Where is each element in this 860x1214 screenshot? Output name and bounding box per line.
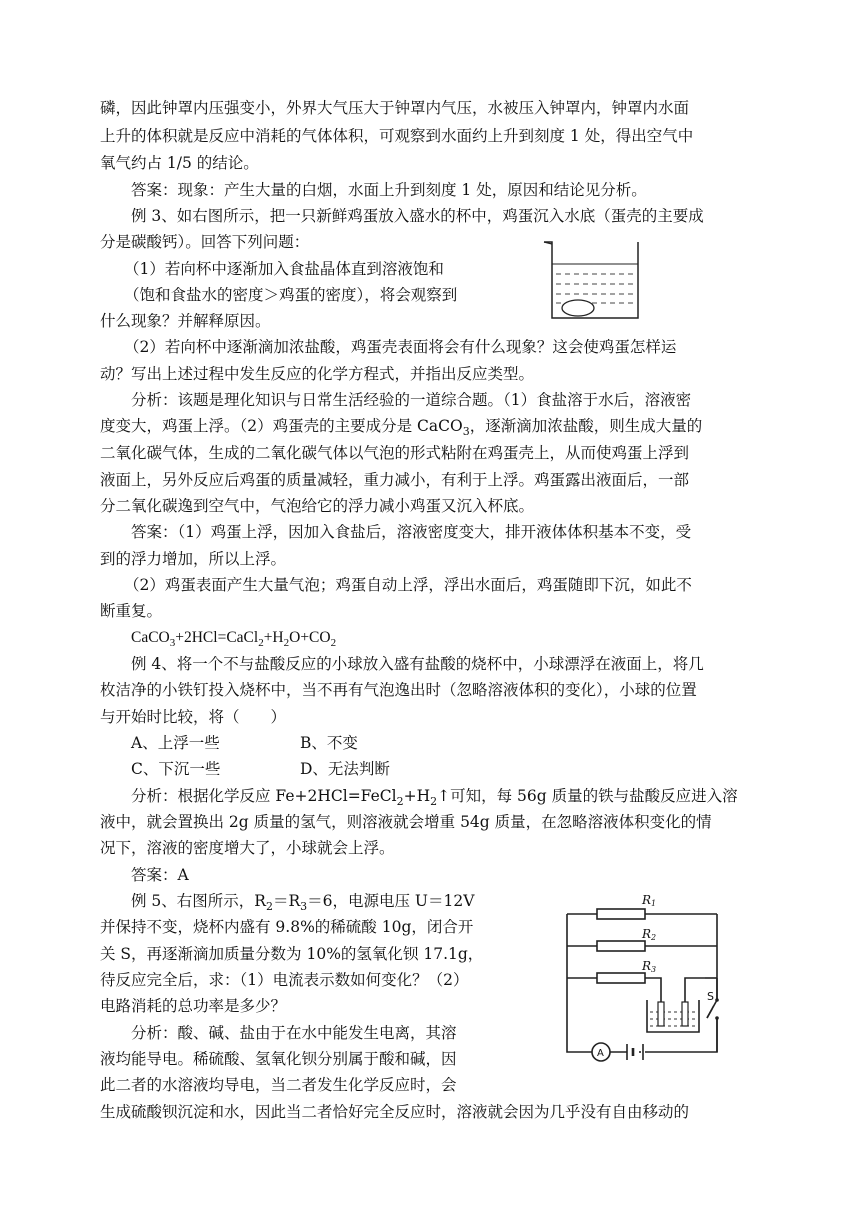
eq-part: CaCO — [131, 629, 170, 646]
subscript: 2 — [396, 795, 404, 809]
label-r2: R2 — [642, 927, 657, 942]
chemical-equation — [131, 628, 336, 653]
text-segment: 度变大，鸡蛋上浮。（2）鸡蛋壳的主要成分是 CaCO — [100, 417, 463, 435]
eq-part: +H — [263, 629, 284, 646]
text-segment: ＝6，电源电压 U＝12V — [307, 892, 475, 910]
text-segment: ↑可知，每 56g 质量的铁与盐酸反应进入溶 — [437, 787, 738, 805]
text-line: 答案：现象：产生大量的白烟，水面上升到刻度 1 处，原因和结论见分析。 — [131, 181, 647, 199]
circuit-diagram — [555, 892, 730, 1070]
text-line: 氧气约占 1/5 的结论。 — [100, 154, 259, 172]
text-line: 此二者的水溶液均导电，当二者发生化学反应时，会 — [100, 1076, 457, 1094]
option-a: A、上浮一些 — [131, 734, 220, 752]
beaker-egg-figure — [540, 236, 650, 326]
text-line: 待反应完全后，求：（1）电流表示数如何变化？（2） — [100, 971, 469, 989]
subscript: 2 — [330, 637, 337, 650]
text-line: 分析：该题是理化知识与日常生活经验的一道综合题。（1）食盐溶于水后，溶液密 — [131, 391, 692, 409]
subscript: 2 — [258, 637, 264, 650]
eq-part: +2HCl=CaCl — [175, 629, 259, 646]
text-line: （1）若向杯中逐渐加入食盐晶体直到溶液饱和 — [124, 260, 444, 278]
subscript: 2 — [430, 795, 438, 809]
text-line: 与开始时比较，将（ ） — [100, 708, 287, 726]
label-ammeter: A — [597, 1048, 604, 1059]
text-line: 液均能导电。稀硫酸、氢氧化钡分别属于酸和碱，因 — [100, 1050, 457, 1068]
label-r1: R1 — [642, 893, 657, 908]
text-line: 枚洁净的小铁钉投入烧杯中，当不再有气泡逸出时（忽略溶液体积的变化），小球的位置 — [100, 681, 697, 699]
label-r3: R3 — [642, 959, 657, 974]
text-line: 并保持不变，烧杯内盛有 9.8%的稀硫酸 10g，闭合开 — [100, 918, 474, 936]
subscript: 2 — [265, 900, 273, 914]
text-segment: ＝R — [272, 892, 301, 910]
text-segment: 例 5、右图所示，R — [131, 892, 266, 910]
option-d: D、无法判断 — [300, 760, 390, 778]
text-line: 例 3、如右图所示，把一只新鲜鸡蛋放入盛水的杯中，鸡蛋沉入水底（蛋壳的主要成 — [131, 207, 704, 225]
text-line: 磷，因此钟罩内压强变小，外界大气压大于钟罩内气压，水被压入钟罩内，钟罩内水面 — [100, 99, 690, 117]
text-line — [131, 891, 474, 917]
text-line: 到的浮力增加，所以上浮。 — [100, 550, 287, 568]
text-line: 液中，就会置换出 2g 质量的氢气，则溶液就会增重 54g 质量，在忽略溶液体积变化的情 — [100, 813, 712, 831]
option-c: C、下沉一些 — [131, 760, 221, 778]
subscript: 3 — [462, 425, 470, 439]
text-line: （2）鸡蛋表面产生大量气泡；鸡蛋自动上浮，浮出水面后，鸡蛋随即下沉，如此不 — [124, 576, 692, 594]
text-line: 答案：（1）鸡蛋上浮，因加入食盐后，溶液密度变大，排开液体体积基本不变，受 — [131, 523, 692, 541]
text-line: 例 4、将一个不与盐酸反应的小球放入盛有盐酸的烧杯中，小球漂浮在液面上，将几 — [131, 655, 704, 673]
text-line — [131, 786, 738, 812]
label-switch: S — [707, 990, 714, 1003]
text-line: 分是碳酸钙）。回答下列问题： — [100, 233, 310, 251]
text-segment: +H — [403, 787, 431, 805]
subscript: 3 — [300, 900, 308, 914]
text-segment: ，逐渐滴加浓盐酸，则生成大量的 — [469, 417, 703, 435]
text-line: 液面上，另外反应后鸡蛋的质量减轻，重力减小，有利于上浮。鸡蛋露出液面后，一部 — [100, 471, 690, 489]
text-line: 上升的体积就是反应中消耗的气体体积，可观察到水面约上升到刻度 1 处，得出空气中 — [100, 127, 694, 145]
subscript: 2 — [283, 637, 290, 650]
subscript: 3 — [169, 637, 176, 650]
option-b: B、不变 — [300, 734, 358, 752]
text-line: 分析：酸、碱、盐由于在水中能发生电离，其溶 — [131, 1024, 457, 1042]
text-line: 动？写出上述过程中发生反应的化学方程式，并指出反应类型。 — [100, 365, 535, 383]
text-line — [100, 416, 702, 442]
text-line: 况下，溶液的密度增大了，小球就会上浮。 — [100, 839, 395, 857]
text-line: （饱和食盐水的密度＞鸡蛋的密度），将会观察到 — [124, 286, 458, 304]
text-line: 关 S，再逐渐滴加质量分数为 10%的氢氧化钡 17.1g， — [100, 945, 484, 963]
eq-part: O+CO — [289, 629, 331, 646]
text-segment: 分析：根据化学反应 Fe+2HCl=FeCl — [131, 787, 397, 805]
text-line: 电路消耗的总功率是多少？ — [100, 997, 287, 1015]
text-line: 分二氧化碳逸到空气中，气泡给它的浮力减小鸡蛋又沉入杯底。 — [100, 497, 535, 515]
text-line: 什么现象？并解释原因。 — [100, 312, 271, 330]
text-line: 答案：A — [131, 866, 189, 884]
text-line: 生成硫酸钡沉淀和水，因此当二者恰好完全反应时，溶液就会因为几乎没有自由移动的 — [100, 1103, 690, 1121]
text-line: 断重复。 — [100, 602, 163, 620]
text-line: 二氧化碳气体，生成的二氧化碳气体以气泡的形式粘附在鸡蛋壳上，从而使鸡蛋上浮到 — [100, 444, 690, 462]
text-line: （2）若向杯中逐渐滴加浓盐酸，鸡蛋壳表面将会有什么现象？这会使鸡蛋怎样运 — [124, 338, 677, 356]
